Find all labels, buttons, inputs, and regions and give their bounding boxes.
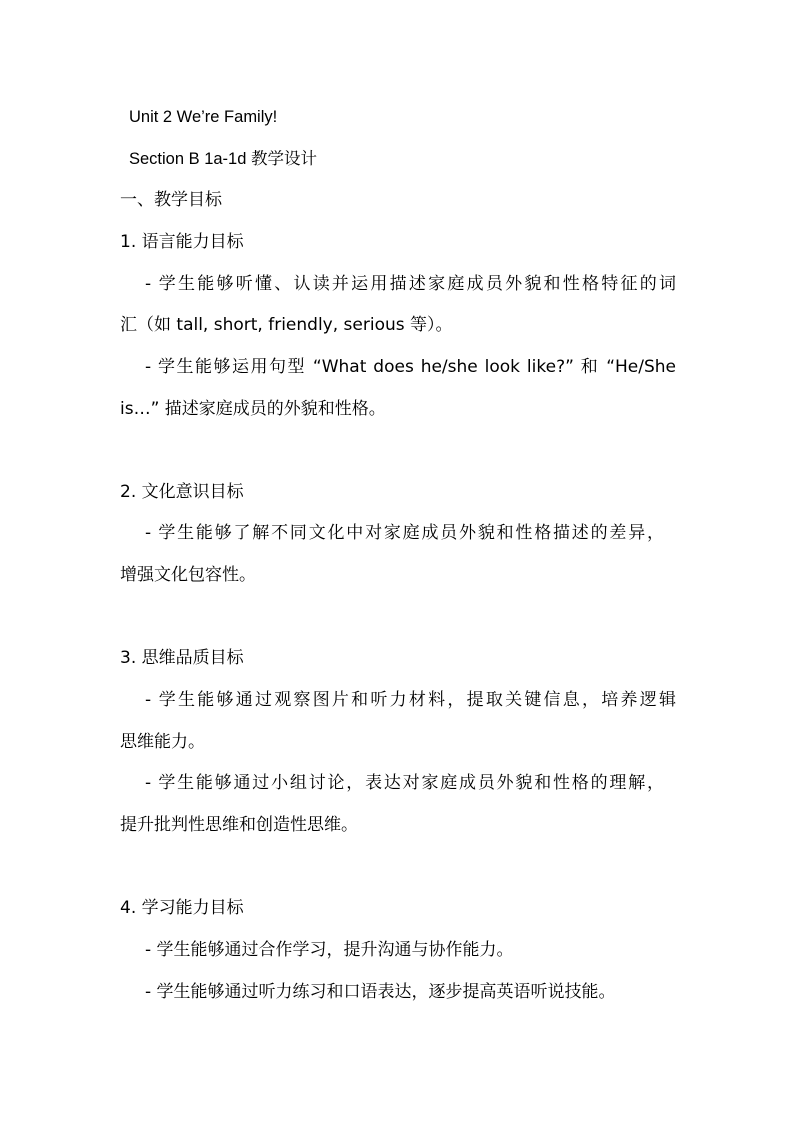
section-1-item-1-line-1: - 学生能够听懂、认读并运用描述家庭成员外貌和性格特征的词 bbox=[145, 274, 676, 294]
section-2-item-1-line-2: 增强文化包容性。 bbox=[120, 565, 256, 585]
section-3-title: 3. 思维品质目标 bbox=[120, 648, 244, 668]
section-title: Section B 1a-1d 教学设计 bbox=[129, 150, 317, 168]
main-heading: 一、教学目标 bbox=[120, 190, 222, 210]
section-4-item-1: - 学生能够通过合作学习，提升沟通与协作能力。 bbox=[145, 940, 514, 960]
section-3-item-2-line-2: 提升批判性思维和创造性思维。 bbox=[120, 815, 358, 835]
section-3-item-1-line-2: 思维能力。 bbox=[120, 732, 205, 752]
section-4-item-2: - 学生能够通过听力练习和口语表达，逐步提高英语听说技能。 bbox=[145, 982, 616, 1002]
section-3-item-2-line-1: - 学生能够通过小组讨论，表达对家庭成员外貌和性格的理解， bbox=[145, 773, 664, 793]
section-2-title: 2. 文化意识目标 bbox=[120, 482, 244, 502]
unit-title: Unit 2 We’re Family! bbox=[129, 108, 278, 126]
section-1-title: 1. 语言能力目标 bbox=[120, 232, 244, 252]
section-1-item-2-line-1: - 学生能够运用句型 “What does he/she look like?” 和 “He/She bbox=[145, 357, 676, 377]
section-4-title: 4. 学习能力目标 bbox=[120, 898, 244, 918]
section-1-item-1-line-2: 汇（如 tall, short, friendly, serious 等）。 bbox=[120, 315, 453, 335]
section-1-item-2-line-2: is…” 描述家庭成员的外貌和性格。 bbox=[120, 399, 386, 419]
section-2-item-1-line-1: - 学生能够了解不同文化中对家庭成员外貌和性格描述的差异， bbox=[145, 523, 664, 543]
section-3-item-1-line-1: - 学生能够通过观察图片和听力材料，提取关键信息，培养逻辑 bbox=[145, 690, 676, 710]
